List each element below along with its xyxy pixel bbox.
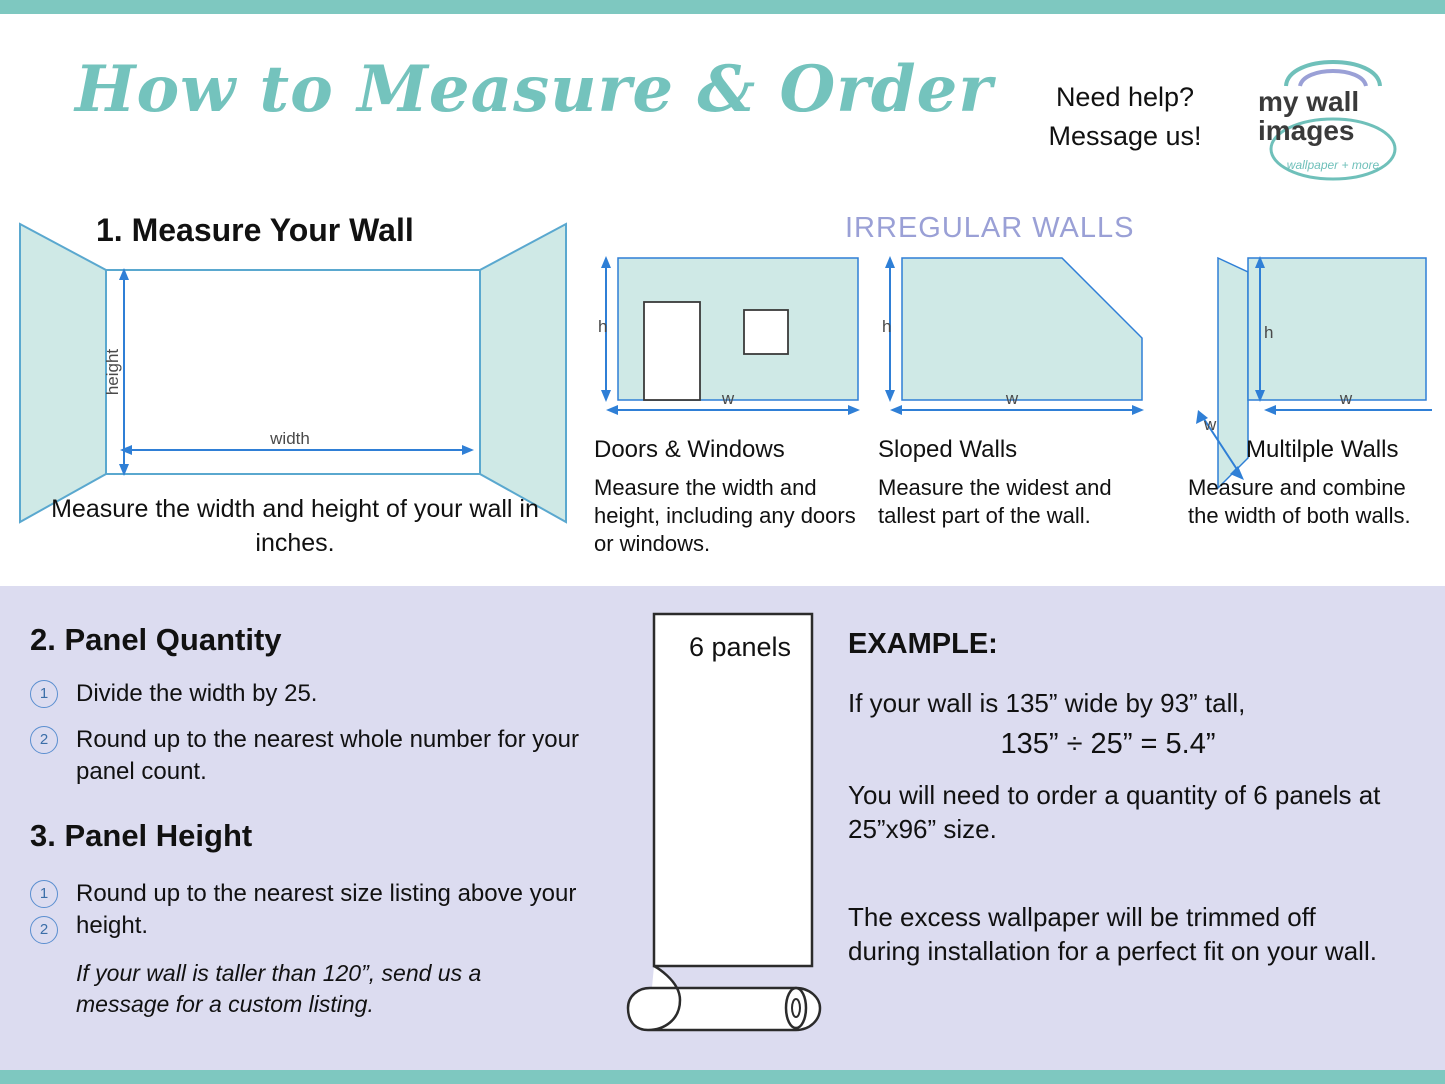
bottom-accent-bar <box>0 1070 1445 1084</box>
step-2-1-text: Divide the width by 25. <box>76 680 318 707</box>
need-help-text <box>1015 78 1235 156</box>
logo-line-2: images <box>1258 114 1355 146</box>
step-2-1-number: 1 <box>30 680 58 708</box>
svg-text:height: height <box>103 348 122 396</box>
logo-tagline: wallpaper + more <box>1286 158 1380 172</box>
need-help-line-1: Need help? <box>1055 82 1195 112</box>
svg-text:w: w <box>1005 389 1019 408</box>
wallpaper-roll-illustration <box>620 608 840 1038</box>
example-line-3: The excess wallpaper will be trimmed off during installation for a perfect fit on your wall. <box>848 902 1377 967</box>
svg-text:w: w <box>721 389 735 408</box>
svg-text:width: width <box>270 429 310 448</box>
section-1-heading: 1. Measure Your Wall <box>96 212 414 248</box>
logo-line-1: my wall <box>1258 86 1360 117</box>
step-3-1-number: 1 <box>30 880 58 908</box>
card-1-title: Doors & Windows <box>594 436 785 463</box>
diagram-multiple-walls <box>1160 252 1438 502</box>
top-accent-bar <box>0 0 1445 14</box>
svg-text:h: h <box>1264 323 1274 342</box>
card-2-body: Measure the widest and tallest part of the wall. <box>878 475 1112 529</box>
card-1-body: Measure the width and height, including any doors or windows. <box>594 475 856 557</box>
svg-text:w: w <box>1339 389 1353 408</box>
svg-text:w: w <box>1204 415 1217 434</box>
section-3-note: If your wall is taller than 120”, send us a message for a custom listing. <box>76 960 482 1017</box>
need-help-line-2: Message us! <box>1048 121 1202 152</box>
example-line-2: You will need to order a quantity of 6 panels at 25”x96” size. <box>848 780 1381 845</box>
section-3-heading: 3. Panel Height <box>30 818 253 853</box>
step-2-2-number: 2 <box>30 726 58 754</box>
roll-panels-label: 6 panels <box>688 632 792 662</box>
svg-text:h: h <box>882 317 892 336</box>
svg-text:h: h <box>598 317 608 336</box>
page-title: How to Measure & Order <box>75 52 994 127</box>
logo-wordmark <box>1258 88 1408 145</box>
diagram-doors-windows <box>592 252 864 422</box>
brand-logo <box>1258 46 1408 186</box>
section-1-caption: Measure the width and height of your wall in inches. <box>51 495 539 557</box>
example-equation: 135” ÷ 25” = 5.4” <box>1000 728 1216 760</box>
example-heading: EXAMPLE: <box>848 628 998 660</box>
step-3-1-text: Round up to the nearest size listing above your height. <box>76 880 577 939</box>
example-line-1: If your wall is 135” wide by 93” tall, <box>848 688 1246 718</box>
irregular-walls-heading: IRREGULAR WALLS <box>845 212 1135 244</box>
diagram-sloped-wall <box>876 252 1148 422</box>
card-3-title: Multilple Walls <box>1246 436 1399 463</box>
section-2-heading: 2. Panel Quantity <box>30 622 282 657</box>
card-3-body: Measure and combine the width of both walls. <box>1188 475 1411 529</box>
step-2-2-text: Round up to the nearest whole number for your panel count. <box>76 726 579 785</box>
step-3-2-number: 2 <box>30 916 58 944</box>
card-2-title: Sloped Walls <box>878 436 1018 463</box>
